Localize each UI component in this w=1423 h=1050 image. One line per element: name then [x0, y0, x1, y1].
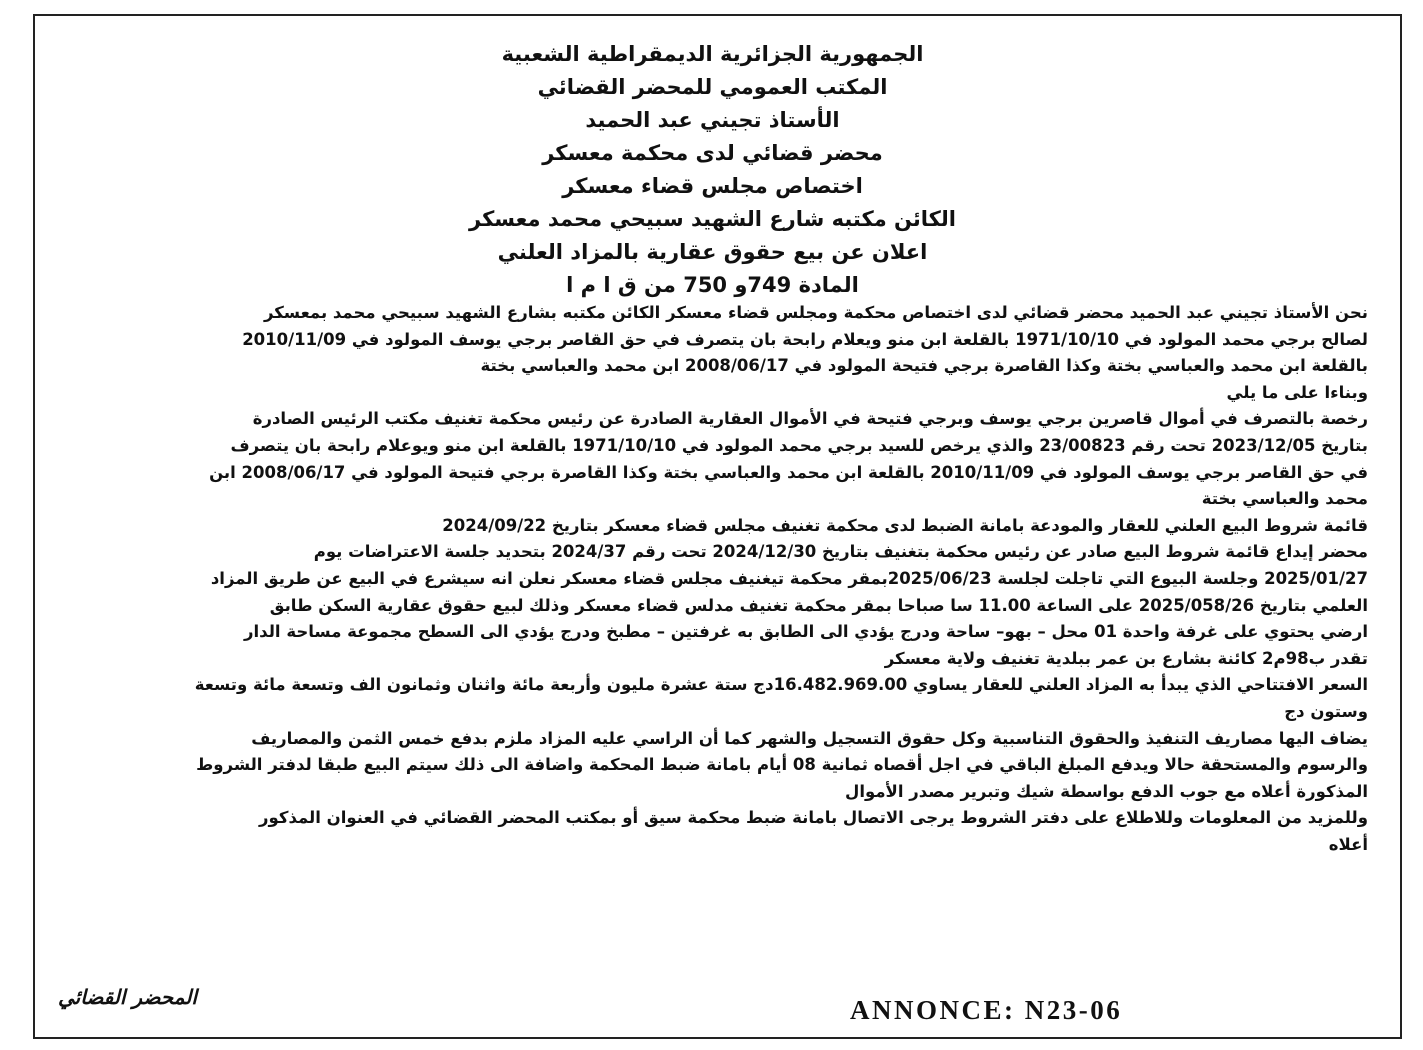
body-line: بتاريخ 2023/12/05 تحت رقم 23/00823 والذي يرخص للسيد برجي محمد المولود في 1971/10/10 بالقلعة ابن منو ويوعلام رابحة بان يتصرف: [230, 435, 1368, 455]
header-office: المكتب العمومي للمحضر القضائي: [537, 75, 888, 99]
header-country: الجمهورية الجزائرية الديمقراطية الشعبية: [501, 42, 924, 66]
body-line: في حق القاصر برجي يوسف المولود في 2010/11/09 بالقلعة ابن محمد والعباسي بختة وكذا القاصرة برجي فتيحة المولود في 2008/06/17 ابن: [209, 462, 1368, 482]
body-line: رخصة بالتصرف في أموال قاصرين برجي يوسف وبرجي فتيحة في الأموال العقارية الصادرة عن رئيس محكمة تغنيف مكتب الرئيس الصادرة: [252, 409, 1368, 429]
body-line: المذكورة أعلاه مع جوب الدفع بواسطة شيك وتبرير مصدر الأموال: [845, 781, 1368, 801]
document-header: [40, 38, 1385, 302]
header-court: محضر قضائي لدى محكمة معسكر: [542, 141, 883, 165]
header-jurisdiction: اختصاص مجلس قضاء معسكر: [562, 174, 863, 198]
body-line: محضر إيداع قائمة شروط البيع صادر عن رئيس محكمة بتغنيف بتاريخ 2024/12/30 تحت رقم 2024/37 بتحديد جلسة الاعتراضات يوم: [313, 542, 1368, 562]
body-line: السعر الافتتاحي الذي يبدأ به المزاد العلني للعقار يساوي 16.482.969.00دج ستة عشرة مليون وأربعة مائة واثنان وثمانون الف وتسعة مائة وتسعة: [194, 675, 1368, 695]
body-line: تقدر ب98م2 كائنة بشارع بن عمر ببلدية تغنيف ولاية معسكر: [884, 648, 1368, 668]
body-line: قائمة شروط البيع العلني للعقار والمودعة بامانة الضبط لدى محكمة تغنيف مجلس قضاء معسكر بتاريخ 2024/09/22: [442, 515, 1368, 535]
body-line: نحن الأستاذ تجيني عبد الحميد محضر قضائي لدى اختصاص محكمة ومجلس قضاء معسكر الكائن مكتبه بشارع الشهيد سبيحي محمد بمعسكر: [263, 303, 1368, 322]
body-line: محمد والعباسي بختة: [1201, 489, 1368, 509]
body-line: 2025/01/27 وجلسة البيوع التي تاجلت لجلسة 2025/06/23بمقر محكمة تيغنيف مجلس قضاء معسكر نعلن انه سيشرع في البيع عن طريق المزاد: [210, 568, 1368, 588]
body-line: لصالح برجي محمد المولود في 1971/10/10 بالقلعة ابن منو ويعلام رابحة بان يتصرف في حق القاصر برجي يوسف المولود في 2010/11/09: [242, 329, 1368, 349]
header-bailiff-name: الأستاذ تجيني عبد الحميد: [585, 108, 840, 132]
body-line: يضاف اليها مصاريف التنفيذ والحقوق التناسبية وكل حقوق التسجيل والشهر كما أن الراسي عليه المزاد ملزم بدفع خمس الثمن والمصاريف: [251, 728, 1368, 748]
body-line: وبناءا على ما يلي: [1226, 382, 1368, 402]
header-legal-article: المادة 749و 750 من ق ا م ا: [566, 273, 859, 297]
announcement-number: ANNONCE: N23-06: [850, 995, 1123, 1025]
body-line: العلمي بتاريخ 2025/058/26 على الساعة 11.00 سا صباحا بمقر محكمة تغنيف مدلس قضاء معسكر وذلك لبيع حقوق عقارية السكن طابق: [269, 595, 1368, 615]
body-line: وللمزيد من المعلومات وللاطلاع على دفتر الشروط يرجى الاتصال بامانة ضبط محكمة سيق أو بمكتب المحضر القضائي في العنوان المذكور: [259, 808, 1368, 828]
header-address: الكائن مكتبه شارع الشهيد سبيحي محمد معسكر: [469, 207, 956, 231]
body-line: أعلاه: [1328, 834, 1368, 854]
bailiff-signature: المحضر القضائي: [58, 985, 197, 1009]
body-line: بالقلعة ابن محمد والعباسي بختة وكذا القاصرة برجي فتيحة المولود في 2008/06/17 ابن محمد والعباسي بختة: [480, 356, 1368, 376]
announcement-body: [48, 300, 1368, 858]
body-line: وستون دج: [1284, 701, 1368, 721]
header-announcement-title: اعلان عن بيع حقوق عقارية بالمزاد العلني: [497, 240, 928, 264]
body-line: والرسوم والمستحقة حالا ويدفع المبلغ الباقي في اجل أقصاه ثمانية 08 أيام بامانة ضبط المحكمة واضافة الى ذلك سيتم البيع طبقا لدفتر الشروط: [196, 755, 1368, 775]
body-line: ارضي يحتوي على غرفة واحدة 01 محل – بهو– ساحة ودرج يؤدي الى الطابق به غرفتين – مطبخ ودرج يؤدي الى السطح مجموعة مساحة الدار: [244, 622, 1368, 642]
